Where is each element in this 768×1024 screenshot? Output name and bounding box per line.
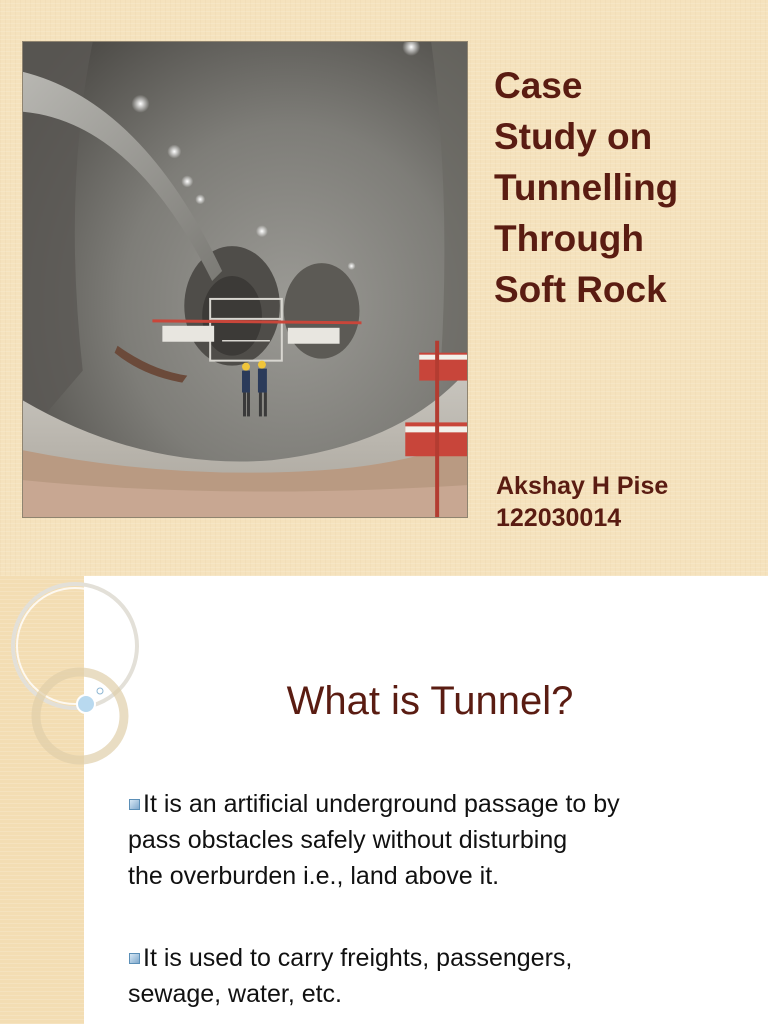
tunnel-photo-illustration [23,42,467,517]
bullet-square-icon [129,799,140,810]
author-id: 122030014 [496,504,622,532]
tunnel-photo [22,41,468,518]
slide-heading: What is Tunnel? [286,679,574,723]
title-line: Tunnelling [494,167,679,208]
title-line: Through [494,218,645,259]
bullet-square-icon [129,953,140,964]
author-block [496,470,756,534]
author-name: Akshay H Pise [496,472,669,500]
bullet-text: It is an artificial underground passage to by pass obstacles safely without disturbing the overburden i.e., land above it. [128,790,620,890]
presentation-title [494,60,754,315]
content-slide [0,576,768,1024]
title-line: Case [494,65,583,106]
title-line: Study on [494,116,653,157]
bullet-item [128,940,738,1012]
bullet-text: It is used to carry freights, passengers, sewage, water, etc. [128,944,573,1008]
bullet-item [128,786,738,894]
title-line: Soft Rock [494,269,667,310]
